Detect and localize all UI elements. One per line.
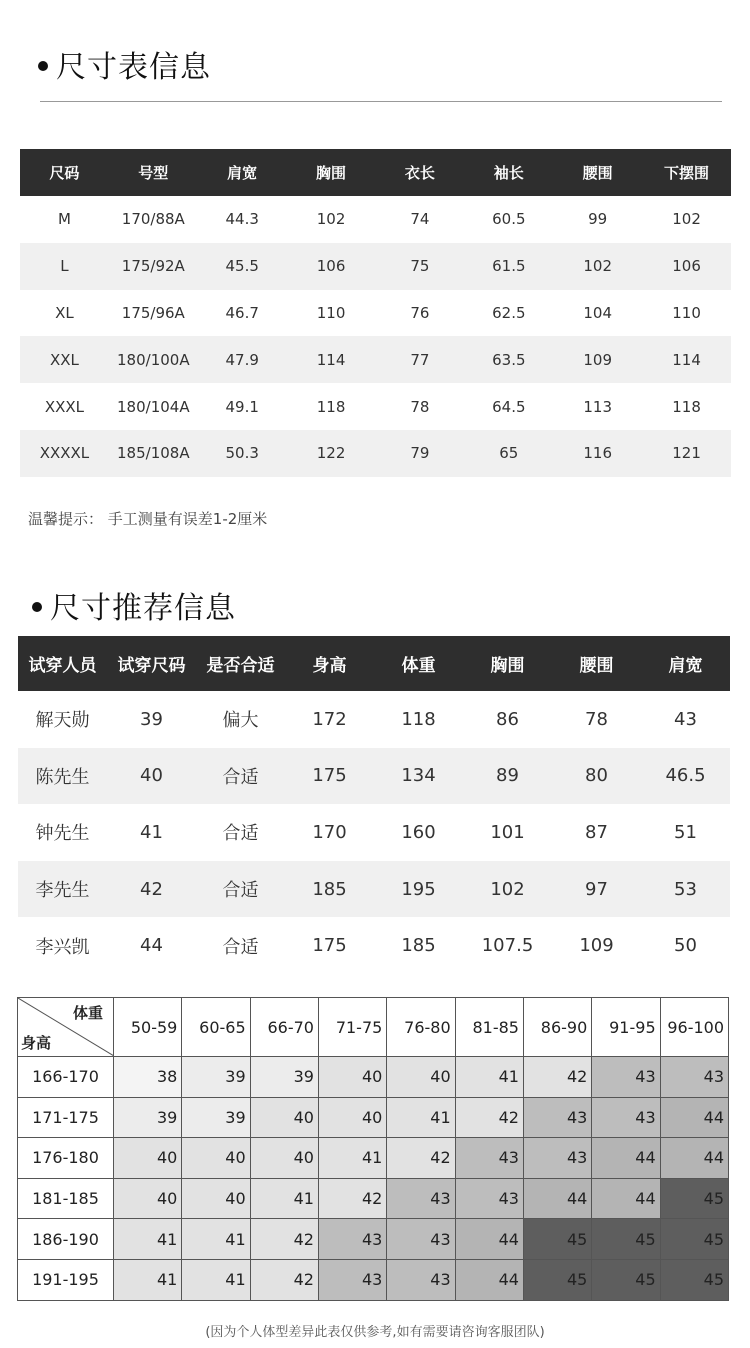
fit-table-cell: 107.5 (481, 935, 534, 957)
grid-size-cell: 40 (114, 1178, 182, 1219)
size-table-cell: 99 (588, 210, 608, 229)
size-table (20, 149, 731, 477)
size-table-cell: 63.5 (464, 336, 553, 383)
table-row (20, 383, 731, 430)
table-row (18, 691, 730, 748)
size-table-cell: 45.5 (198, 243, 287, 290)
fit-table-cell: 解天勋 (35, 710, 90, 732)
grid-size-cell: 40 (182, 1138, 250, 1179)
fit-table-cell: 175 (285, 748, 374, 805)
table-row (18, 861, 730, 918)
bullet-icon (32, 602, 42, 612)
grid-weight-header: 66-70 (250, 998, 318, 1057)
grid-size-cell: 45 (523, 1219, 591, 1260)
grid-weight-header: 60-65 (182, 998, 250, 1057)
fit-table-cell: 合适 (196, 861, 285, 918)
fit-table-cell: 51 (674, 821, 697, 843)
fit-table-cell: 合适 (222, 936, 259, 958)
fit-table-cell: 46.5 (641, 748, 730, 805)
fit-table-cell: 50 (674, 935, 697, 957)
fit-table-header-cell: 身高 (285, 636, 374, 691)
divider (40, 101, 722, 102)
table-row (18, 1057, 729, 1098)
grid-height-label: 176-180 (18, 1138, 114, 1179)
grid-size-cell: 45 (660, 1259, 728, 1300)
grid-size-cell: 44 (592, 1138, 660, 1179)
grid-height-label: 171-175 (18, 1097, 114, 1138)
size-table-cell: 79 (376, 430, 465, 477)
grid-size-cell: 43 (660, 1057, 728, 1098)
grid-size-cell: 39 (182, 1097, 250, 1138)
table-row (20, 243, 731, 290)
grid-size-cell: 43 (387, 1219, 455, 1260)
grid-size-cell: 43 (523, 1097, 591, 1138)
grid-weight-header: 96-100 (660, 998, 728, 1057)
measurement-tip: 温馨提示： 手工测量有误差1-2厘米 (28, 510, 268, 528)
size-table-cell: 102 (316, 210, 346, 229)
grid-height-label: 181-185 (18, 1178, 114, 1219)
grid-size-cell: 43 (455, 1138, 523, 1179)
table-row (18, 748, 730, 805)
grid-size-cell: 42 (250, 1219, 318, 1260)
size-table-cell: 102 (672, 210, 701, 229)
bullet-icon (38, 61, 48, 71)
size-table-header-cell: 下摆围 (642, 149, 731, 196)
grid-size-cell: 40 (182, 1178, 250, 1219)
table-row (18, 804, 730, 861)
size-table-header-cell: 号型 (109, 149, 198, 196)
size-table-header-cell: 衣长 (376, 149, 465, 196)
grid-size-cell: 44 (455, 1219, 523, 1260)
fit-table-cell: 185 (285, 861, 374, 918)
table-row (18, 1219, 729, 1260)
grid-size-cell: 41 (182, 1259, 250, 1300)
size-table-cell: 121 (642, 430, 731, 477)
size-table-cell: 185/108A (109, 430, 198, 477)
size-table-cell: 61.5 (464, 243, 553, 290)
grid-weight-header: 91-95 (592, 998, 660, 1057)
fit-table-cell: 101 (490, 821, 525, 843)
size-table-cell: 113 (583, 397, 612, 416)
grid-size-cell: 41 (455, 1057, 523, 1098)
size-table-cell: 175/92A (109, 243, 198, 290)
fit-table-cell: 42 (107, 861, 196, 918)
size-table-cell: 106 (287, 243, 376, 290)
size-table-cell: 62.5 (492, 303, 526, 322)
size-recommend-grid (17, 997, 729, 1301)
grid-height-label: 166-170 (18, 1057, 114, 1098)
grid-size-cell: 38 (114, 1057, 182, 1098)
size-table-cell: 114 (287, 336, 376, 383)
size-table-cell: 102 (553, 243, 642, 290)
fit-table-cell: 89 (463, 748, 552, 805)
grid-size-cell: 42 (387, 1138, 455, 1179)
fit-table-cell: 李先生 (18, 861, 107, 918)
size-table-cell: 75 (376, 243, 465, 290)
grid-size-cell: 43 (318, 1219, 386, 1260)
size-table-header-cell: 袖长 (464, 149, 553, 196)
size-table-cell: 180/100A (109, 336, 198, 383)
grid-size-cell: 45 (523, 1259, 591, 1300)
fit-table-cell: 86 (496, 708, 519, 730)
size-table-cell: 109 (553, 336, 642, 383)
size-table-cell: 170/88A (121, 210, 185, 229)
size-table-cell: 74 (410, 210, 430, 229)
fit-table-cell: 172 (312, 708, 347, 730)
fit-table-cell: 陈先生 (18, 748, 107, 805)
table-row (18, 1259, 729, 1300)
fit-table-header-cell: 腰围 (552, 636, 641, 691)
fit-table-header-cell: 胸围 (463, 636, 552, 691)
grid-size-cell: 43 (523, 1138, 591, 1179)
table-row (18, 1138, 729, 1179)
fit-table-header-cell: 试穿人员 (18, 636, 107, 691)
grid-size-cell: 40 (114, 1138, 182, 1179)
fit-table-cell: 118 (401, 708, 436, 730)
size-table-cell: XXXXL (20, 430, 109, 477)
size-table-cell: 77 (376, 336, 465, 383)
grid-size-cell: 43 (592, 1097, 660, 1138)
table-row (18, 1178, 729, 1219)
fit-table-cell: 134 (374, 748, 463, 805)
fit-table-header-cell: 肩宽 (641, 636, 730, 691)
grid-corner (18, 998, 114, 1057)
size-table-cell: 46.7 (225, 303, 259, 322)
fit-table-cell: 175 (312, 935, 347, 957)
grid-size-cell: 44 (455, 1259, 523, 1300)
size-table-cell: 78 (410, 397, 430, 416)
size-table-cell: 76 (410, 303, 430, 322)
grid-size-cell: 44 (523, 1178, 591, 1219)
footer-note: (因为个人体型差异此表仅供参考,如有需要请咨询客服团队) (205, 1325, 545, 1340)
size-table-cell: 65 (464, 430, 553, 477)
size-table-cell: 50.3 (198, 430, 287, 477)
fit-table-cell: 97 (552, 861, 641, 918)
size-table-header-cell: 胸围 (287, 149, 376, 196)
grid-size-cell: 41 (114, 1259, 182, 1300)
size-table-cell: M (57, 210, 71, 229)
size-table-cell: XXL (20, 336, 109, 383)
grid-size-cell: 45 (660, 1178, 728, 1219)
grid-weight-header: 81-85 (455, 998, 523, 1057)
grid-size-cell: 44 (660, 1097, 728, 1138)
grid-size-cell: 40 (387, 1057, 455, 1098)
size-table-cell: 44.3 (225, 210, 259, 229)
grid-size-cell: 41 (387, 1097, 455, 1138)
grid-weight-header: 71-75 (318, 998, 386, 1057)
table-row (20, 290, 731, 337)
size-table-header-cell: 肩宽 (198, 149, 287, 196)
grid-size-cell: 39 (250, 1057, 318, 1098)
table-row (20, 430, 731, 477)
fit-table-cell: 43 (674, 708, 697, 730)
fit-table-cell: 合适 (222, 823, 259, 845)
size-table-header (20, 149, 731, 196)
grid-size-cell: 45 (660, 1219, 728, 1260)
grid-size-cell: 41 (250, 1178, 318, 1219)
fit-table-cell: 李兴凯 (35, 936, 90, 958)
grid-size-cell: 43 (387, 1259, 455, 1300)
fit-table-header-cell: 是否合适 (196, 636, 285, 691)
grid-size-cell: 43 (455, 1178, 523, 1219)
grid-size-cell: 43 (387, 1178, 455, 1219)
fit-table-cell: 185 (401, 935, 436, 957)
grid-height-label: 191-195 (18, 1259, 114, 1300)
fit-table-header-cell: 体重 (374, 636, 463, 691)
fit-table-cell: 102 (463, 861, 552, 918)
grid-size-cell: 42 (523, 1057, 591, 1098)
table-row (18, 917, 730, 974)
size-table-cell: 60.5 (492, 210, 526, 229)
grid-size-cell: 41 (182, 1219, 250, 1260)
recommend-section-title: 尺寸推荐信息 (32, 583, 236, 627)
size-table-cell: 64.5 (492, 397, 526, 416)
size-table-cell: L (20, 243, 109, 290)
grid-weight-header: 76-80 (387, 998, 455, 1057)
grid-header-row (18, 998, 729, 1057)
size-table-cell: 180/104A (117, 397, 190, 416)
corner-height-label: 身高 (21, 1034, 52, 1052)
size-table-cell: XL (55, 303, 74, 322)
grid-size-cell: 42 (318, 1178, 386, 1219)
size-section-title: 尺寸表信息 (38, 42, 211, 86)
fit-table-cell: 78 (585, 708, 608, 730)
size-table-cell: 104 (583, 303, 612, 322)
fit-table-header (18, 636, 730, 691)
fit-table-cell: 195 (374, 861, 463, 918)
fit-table-cell: 40 (107, 748, 196, 805)
fit-table-cell: 109 (579, 935, 614, 957)
grid-height-label: 186-190 (18, 1219, 114, 1260)
corner-weight-label: 体重 (72, 1004, 103, 1022)
grid-size-cell: 41 (318, 1138, 386, 1179)
grid-size-cell: 39 (114, 1097, 182, 1138)
fit-table (18, 636, 730, 974)
size-table-cell: 116 (553, 430, 642, 477)
fit-table-cell: 160 (401, 821, 436, 843)
table-row (18, 1097, 729, 1138)
size-table-header-cell: 尺码 (20, 149, 109, 196)
grid-size-cell: 45 (592, 1259, 660, 1300)
size-table-cell: 118 (316, 397, 346, 416)
grid-size-cell: 40 (250, 1138, 318, 1179)
grid-size-cell: 39 (182, 1057, 250, 1098)
grid-size-cell: 40 (318, 1097, 386, 1138)
grid-size-cell: 44 (592, 1178, 660, 1219)
grid-size-cell: 43 (592, 1057, 660, 1098)
fit-table-cell: 53 (641, 861, 730, 918)
fit-table-cell: 偏大 (222, 710, 259, 732)
grid-size-cell: 40 (250, 1097, 318, 1138)
fit-table-cell: 170 (312, 821, 347, 843)
size-table-cell: XXXL (44, 397, 85, 416)
fit-table-cell: 41 (140, 821, 163, 843)
grid-size-cell: 41 (114, 1219, 182, 1260)
grid-size-cell: 45 (592, 1219, 660, 1260)
size-table-cell: 114 (642, 336, 731, 383)
size-table-header-cell: 腰围 (553, 149, 642, 196)
size-table-cell: 118 (672, 397, 701, 416)
size-table-cell: 47.9 (198, 336, 287, 383)
fit-table-cell: 合适 (196, 748, 285, 805)
size-table-cell: 110 (316, 303, 346, 322)
size-table-cell: 110 (672, 303, 701, 322)
size-table-cell: 175/96A (121, 303, 185, 322)
fit-table-header-cell: 试穿尺码 (107, 636, 196, 691)
table-row (20, 336, 731, 383)
fit-table-cell: 钟先生 (35, 823, 90, 845)
grid-weight-header: 86-90 (523, 998, 591, 1057)
grid-size-cell: 44 (660, 1138, 728, 1179)
grid-size-cell: 40 (318, 1057, 386, 1098)
fit-table-cell: 44 (140, 935, 163, 957)
grid-weight-header: 50-59 (114, 998, 182, 1057)
size-table-cell: 122 (287, 430, 376, 477)
size-table-cell: 49.1 (225, 397, 259, 416)
fit-table-cell: 87 (585, 821, 608, 843)
grid-size-cell: 42 (455, 1097, 523, 1138)
fit-table-cell: 39 (140, 708, 163, 730)
fit-table-cell: 80 (552, 748, 641, 805)
grid-size-cell: 43 (318, 1259, 386, 1300)
table-row (20, 196, 731, 243)
grid-size-cell: 42 (250, 1259, 318, 1300)
size-table-cell: 106 (642, 243, 731, 290)
